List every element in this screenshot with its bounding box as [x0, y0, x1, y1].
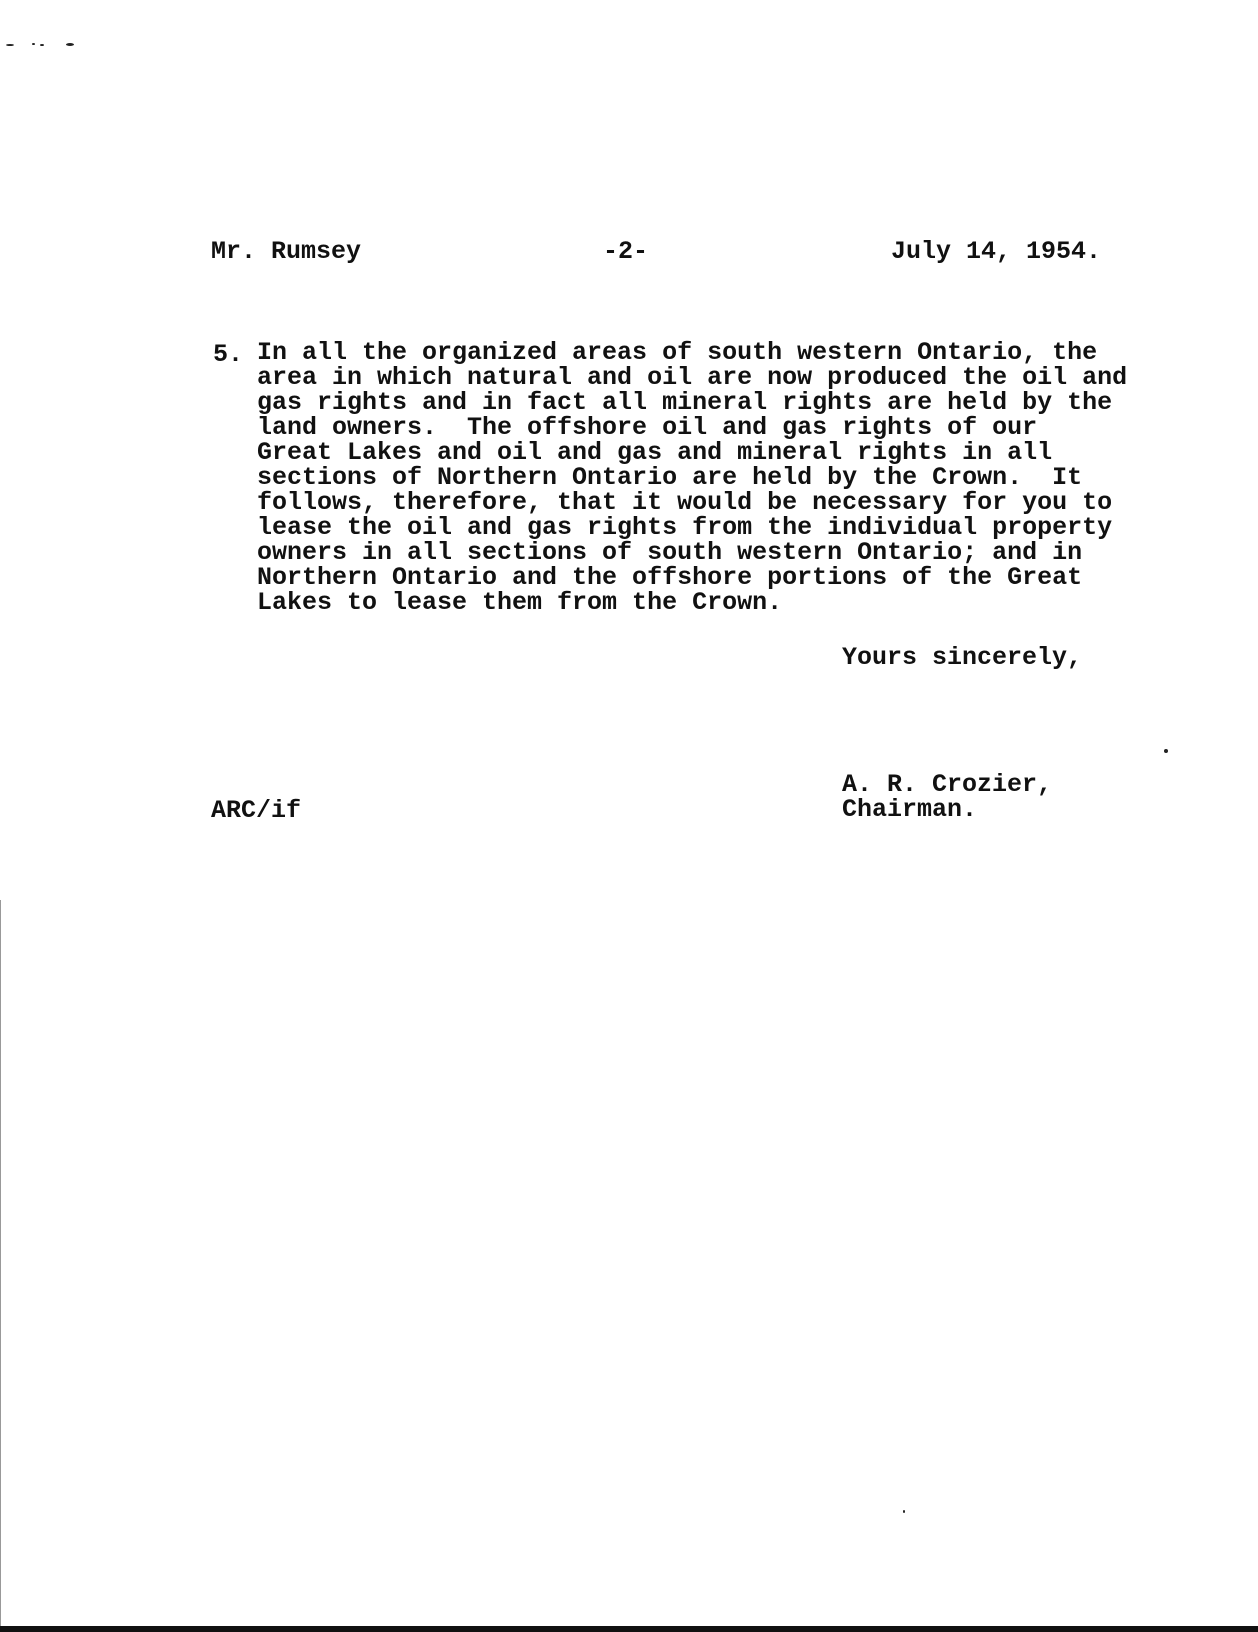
- paragraph-line: lease the oil and gas rights from the individual property: [257, 513, 1113, 542]
- paragraph-line: area in which natural and oil are now produced the oil and: [257, 363, 1128, 392]
- paragraph-body: [257, 340, 1157, 615]
- signer-title: Chairman.: [842, 795, 978, 824]
- paragraph-line: land owners. The offshore oil and gas rights of our: [257, 413, 1038, 442]
- reference-initials: ARC/if: [211, 796, 302, 825]
- paragraph-number: 5.: [213, 340, 244, 369]
- scan-speck: [1164, 749, 1168, 753]
- paragraph-line: Northern Ontario and the offshore portions of the Great: [257, 563, 1083, 592]
- signer-name: A. R. Crozier,: [842, 770, 1053, 799]
- scan-speck: [32, 43, 35, 45]
- paragraph-line: gas rights and in fact all mineral rights are held by the: [257, 388, 1113, 417]
- paragraph-line: Great Lakes and oil and gas and mineral rights in all: [257, 438, 1053, 467]
- paragraph-line: Lakes to lease them from the Crown.: [257, 588, 783, 617]
- scan-edge: [0, 900, 1, 1632]
- scan-speck: [6, 44, 14, 46]
- letter-header: [211, 237, 1101, 267]
- closing-salutation: Yours sincerely,: [842, 643, 1083, 672]
- scan-speck: [903, 1510, 905, 1513]
- scan-speck: [40, 44, 44, 46]
- paragraph-line: In all the organized areas of south western Ontario, the: [257, 338, 1098, 367]
- paragraph-line: sections of Northern Ontario are held by the Crown. It: [257, 463, 1083, 492]
- scan-speck: [66, 43, 74, 46]
- page-number: -2-: [603, 237, 649, 266]
- scan-border: [0, 1626, 1258, 1632]
- addressee: Mr. Rumsey: [211, 237, 362, 266]
- paragraph-line: owners in all sections of south western Ontario; and in: [257, 538, 1083, 567]
- letter-date: July 14, 1954.: [890, 237, 1101, 266]
- paragraph-line: follows, therefore, that it would be necessary for you to: [257, 488, 1113, 517]
